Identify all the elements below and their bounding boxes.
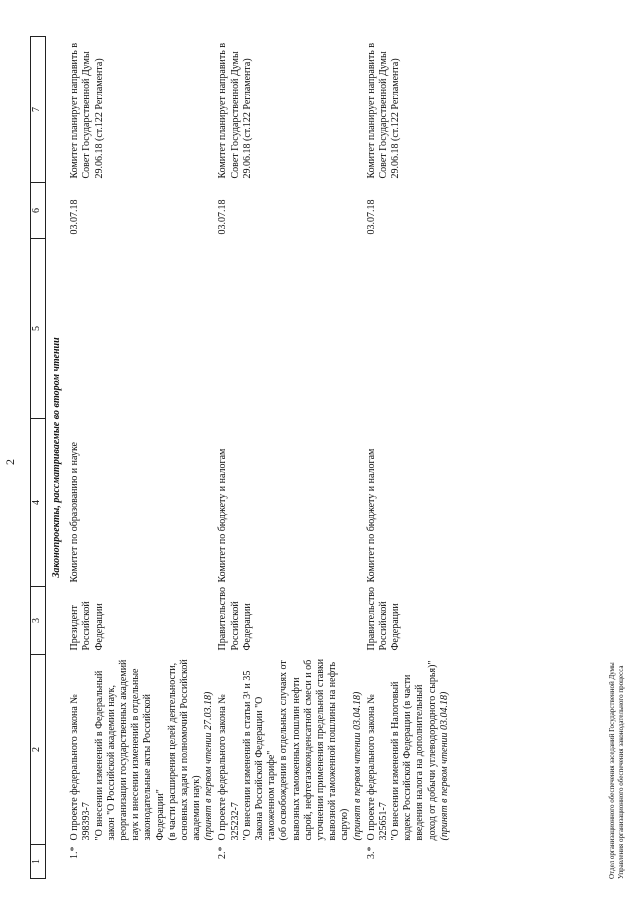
bill-line: "О внесении изменений в Федеральный закон "О Российской академии наук, реорганизации государственных академий наук и внесении изменений в отдельные законодательные акты Российской Федерации" — [93, 659, 166, 841]
footer — [608, 662, 626, 879]
column-header: 1 — [31, 845, 46, 879]
bill-line: (об освобождении в отдельных случаях от вывозных таможенных пошлин нефти сырой, нефтегазоконденсатной смеси и об уточнении применения предельной ставки вывозной таможенной пошлины на нефть сырую) — [278, 658, 351, 841]
bill-action: Комитет планирует направить в Совет Государственной Думы 29.06.18 (ст.122 Регламента) — [217, 42, 253, 179]
column-number-row — [31, 37, 46, 879]
column-5-cell — [365, 239, 452, 419]
footer-line: Управления организационного обеспечения законодательного процесса — [617, 665, 626, 879]
bill-line: "О внесении изменений в Налоговый кодекс Российской Федерации (в части введения налога на дополнительный доход от добычи углеводородного сырья)" — [390, 660, 438, 841]
bill-line: "О внесении изменений в статьи 3¹ и 35 Закона Российской Федерации "О таможенном тарифе" — [241, 670, 278, 841]
bill-committee: Комитет по образованию и науке — [69, 442, 81, 583]
bill-title: О проекте федерального закона № 398393-7 — [69, 694, 93, 841]
bill-committee: Комитет по бюджету и налогам — [217, 448, 229, 583]
column-5-cell — [68, 239, 216, 419]
page-number: 2 — [3, 459, 17, 465]
section-title: Законопроекты, рассматриваемые во втором чтении — [51, 337, 62, 578]
bill-description — [365, 655, 452, 845]
bill-date: 03.07.18 — [217, 199, 229, 235]
column-header: 2 — [31, 655, 46, 845]
table-row — [365, 37, 452, 879]
column-header: 4 — [31, 419, 46, 587]
bills-table — [30, 36, 452, 879]
bill-date: 03.07.18 — [69, 199, 81, 235]
bill-title: О проекте федерального закона № 325232-7 — [217, 694, 241, 841]
bill-date: 03.07.18 — [365, 199, 377, 235]
bill-action: Комитет планирует направить в Совет Государственной Думы 29.06.18 (ст.122 Регламента) — [69, 42, 105, 179]
bill-author: Правительство Российской Федерации — [217, 586, 253, 651]
section-title-row — [46, 37, 69, 879]
bill-author: Президент Российской Федерации — [69, 601, 105, 651]
bill-note: (принят в первом чтении 03.04.18) — [351, 691, 363, 841]
column-header: 7 — [31, 37, 46, 183]
row-number: 3.* — [365, 846, 377, 859]
bill-description — [68, 655, 216, 845]
row-number: 2.* — [217, 846, 229, 859]
bill-committee: Комитет по бюджету и налогам — [365, 448, 377, 583]
bill-note: (принят в первом чтении 27.03.18) — [203, 691, 215, 841]
column-header: 3 — [31, 587, 46, 655]
bill-note: (принят в первом чтении 03.04.18) — [438, 691, 450, 841]
table-row — [68, 37, 216, 879]
bill-description — [216, 655, 364, 845]
column-5-cell — [216, 239, 364, 419]
column-header: 6 — [31, 183, 46, 239]
footer-line: Отдел организационного обеспечения заседаний Государственной Думы — [608, 662, 616, 879]
bill-title: О проекте федерального закона № 325651-7 — [365, 694, 389, 841]
bill-line: (в части расширения целей деятельности, основных задач и полномочий Российской академии наук) — [166, 659, 203, 841]
bill-author: Правительство Российской Федерации — [365, 586, 402, 651]
row-number: 1.* — [69, 846, 81, 859]
column-header: 5 — [31, 239, 46, 419]
bill-action: Комитет планирует направить в Совет Государственной Думы 29.06.18 (ст.122 Регламента) — [365, 42, 402, 179]
table-row — [216, 37, 364, 879]
